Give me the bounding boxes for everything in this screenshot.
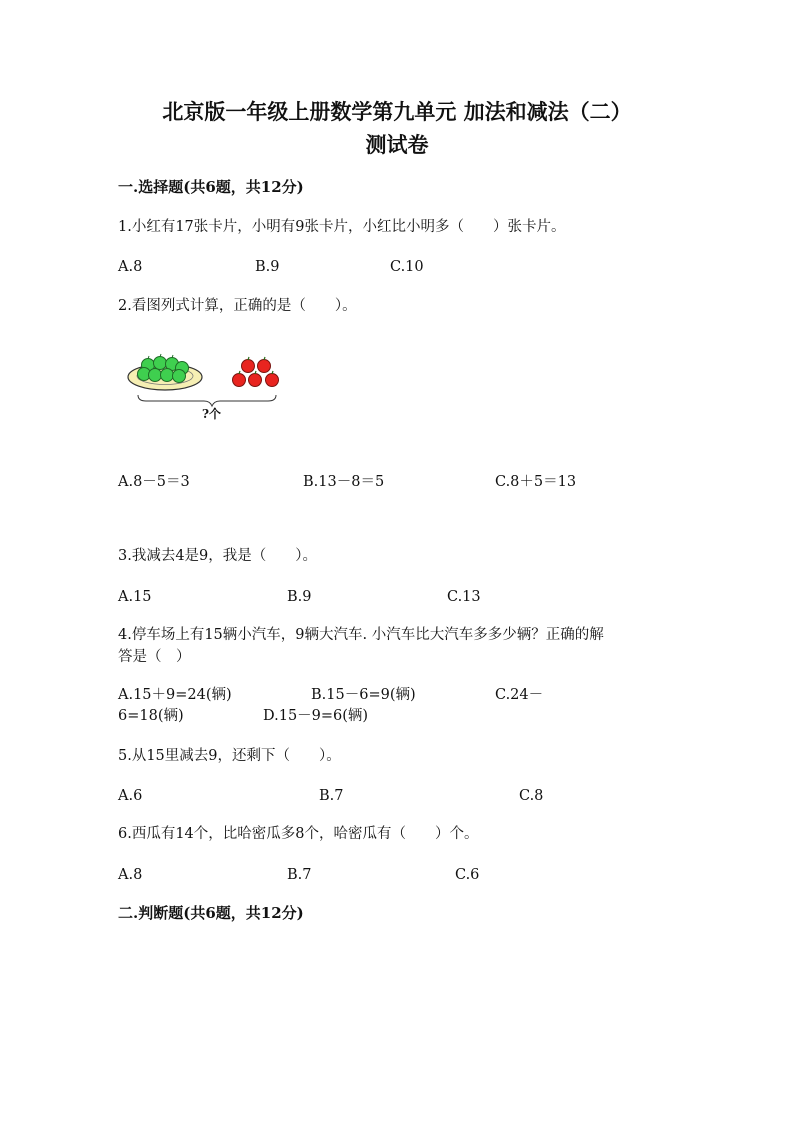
green-apples-icon bbox=[138, 357, 189, 383]
question-3-stem: 3.我减去4是9，我是（ ）。 bbox=[118, 548, 318, 564]
question-1-option-c[interactable]: C.10 bbox=[390, 259, 424, 275]
question-4-stem-line2: 答是（ ） bbox=[118, 649, 191, 665]
question-6-option-c[interactable]: C.6 bbox=[455, 867, 480, 883]
page-subtitle: 测试卷 bbox=[365, 132, 429, 157]
question-1-option-a[interactable]: A.8 bbox=[118, 259, 143, 275]
question-2-option-b[interactable]: B.13－8＝5 bbox=[303, 474, 385, 490]
question-4-option-c[interactable]: C.24－ bbox=[495, 687, 544, 703]
question-6-stem: 6.西瓜有14个，比哈密瓜多8个，哈密瓜有（ ）个。 bbox=[118, 826, 479, 842]
page-title: 北京版一年级上册数学第九单元 加法和减法（二） bbox=[162, 99, 632, 124]
section-heading-judgement: 二.判断题(共6题，共12分) bbox=[118, 904, 304, 922]
question-4-option-c-cont[interactable]: 6=18(辆) bbox=[118, 708, 184, 724]
question-4-option-b[interactable]: B.15－6=9(辆) bbox=[311, 687, 416, 703]
question-1-option-b[interactable]: B.9 bbox=[255, 259, 280, 275]
question-5-option-b[interactable]: B.7 bbox=[319, 788, 344, 804]
question-2-figure bbox=[122, 343, 292, 432]
question-2-stem: 2.看图列式计算，正确的是（ ）。 bbox=[118, 298, 357, 314]
question-3-option-b[interactable]: B.9 bbox=[287, 589, 312, 605]
question-2-figure-label: ?个 bbox=[202, 407, 222, 421]
question-6-option-b[interactable]: B.7 bbox=[287, 867, 312, 883]
question-2-option-c[interactable]: C.8＋5＝13 bbox=[495, 474, 577, 490]
section-heading-choice: 一.选择题(共6题，共12分) bbox=[118, 178, 304, 196]
question-5-option-c[interactable]: C.8 bbox=[519, 788, 544, 804]
question-4-option-d[interactable]: D.15－9=6(辆) bbox=[263, 708, 369, 724]
question-6-option-a[interactable]: A.8 bbox=[118, 867, 143, 883]
question-5-stem: 5.从15里减去9，还剩下（ ）。 bbox=[118, 748, 341, 764]
question-4-stem-line1: 4.停车场上有15辆小汽车，9辆大汽车. 小汽车比大汽车多多少辆？正确的解 bbox=[118, 627, 604, 643]
question-3-option-c[interactable]: C.13 bbox=[447, 589, 481, 605]
question-4-option-a[interactable]: A.15＋9=24(辆) bbox=[118, 687, 232, 703]
question-2-option-a[interactable]: A.8－5＝3 bbox=[118, 474, 190, 490]
question-3-option-a[interactable]: A.15 bbox=[118, 589, 152, 605]
question-1-stem: 1.小红有17张卡片，小明有9张卡片，小红比小明多（ ）张卡片。 bbox=[118, 219, 566, 235]
question-5-option-a[interactable]: A.6 bbox=[118, 788, 143, 804]
